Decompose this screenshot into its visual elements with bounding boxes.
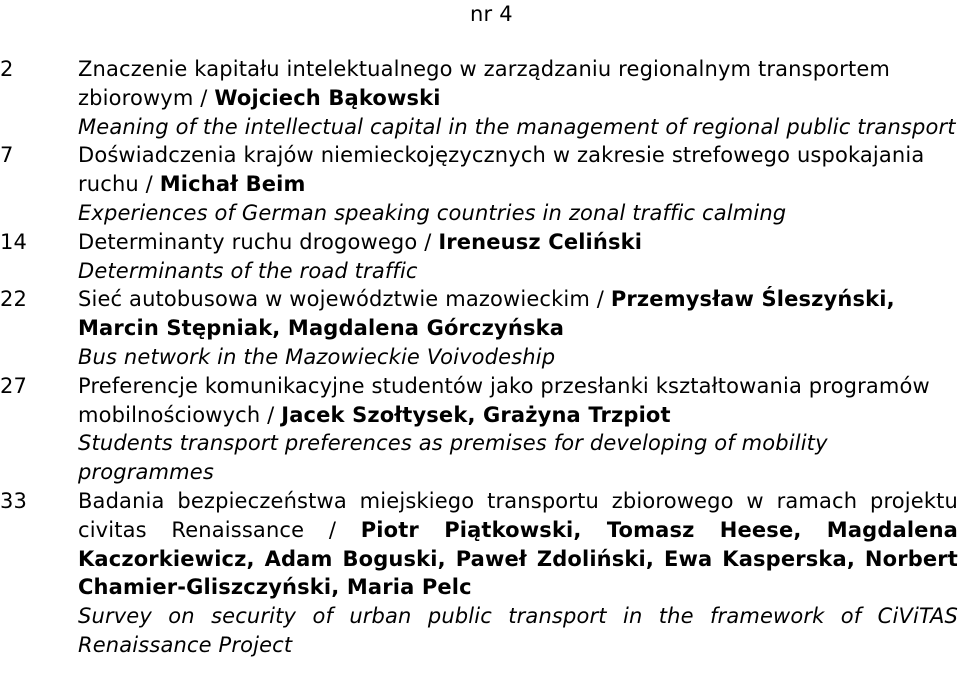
entry-body [78,285,958,371]
page-number: 7 [0,143,14,168]
table-of-contents [0,55,960,660]
english-title: Experiences of German speaking countries in zonal traffic calming [78,200,787,225]
page-number: 2 [0,57,14,81]
english-title: Determinants of the road traffic [78,258,418,283]
page-number: 14 [0,229,28,254]
polish-title: Determinanty ruchu drogowego [78,229,418,254]
toc-entry [0,372,960,487]
page-number: 27 [0,373,28,398]
page-number: 22 [0,287,28,312]
polish-title: Znaczenie kapitału intelektualnego w zarządzaniu regionalnym transportem zbiorowym [78,57,891,110]
polish-title: Preferencje komunikacyjne studentów jako przesłanki kształtowania programów mobilnościowych [78,373,930,427]
authors: Jacek Szołtysek, Grażyna Trzpiot [281,402,671,427]
authors: Piotr Piątkowski, Tomasz Heese, Magdalena Kaczorkiewicz, Adam Boguski, Paweł Zdoliński, Ewa Kasperska, Norbert Chamier-Gliszczyński, Maria Pelc [78,517,958,600]
toc-entry [0,487,960,660]
title-author-separator: / [193,85,215,110]
polish-title: Doświadczenia krajów niemieckojęzycznych w zakresie strefowego uspokajania ruchu [78,143,925,197]
entry-body [78,228,958,286]
title-author-separator: / [417,229,439,254]
english-title: Students transport preferences as premises for developing of mobility programmes [78,431,828,485]
entry-body [78,372,958,487]
title-author-separator: / [589,287,611,312]
authors: Wojciech Bąkowski [214,85,441,110]
authors: Przemysław Śleszyński, Marcin Stępniak, Magdalena Górczyńska [78,287,895,341]
english-title: Bus network in the Mazowieckie Voivodeship [78,344,556,369]
issue-number: nr 4 [470,2,513,26]
entry-body [78,55,958,141]
title-author-separator: / [260,402,282,427]
authors: Michał Beim [159,172,306,197]
toc-entry [0,55,960,141]
title-author-separator: / [138,172,160,197]
english-title: Survey on security of urban public transport in the framework of CiViTAS Renaissance Project [78,604,958,657]
polish-title: Sieć autobusowa w województwie mazowieckim [78,287,590,312]
english-title: Meaning of the intellectual capital in the management of regional public transport [78,114,956,139]
toc-entry [0,141,960,227]
page-number: 33 [0,488,28,513]
title-author-separator: / [304,517,361,542]
toc-entry [0,285,960,371]
entry-body [78,487,958,660]
polish-title: Badania bezpieczeństwa miejskiego transportu zbiorowego w ramach projektu civitas Renaissance [78,488,958,542]
toc-entry [0,228,960,286]
authors: Ireneusz Celiński [438,229,643,254]
entry-body [78,141,958,227]
